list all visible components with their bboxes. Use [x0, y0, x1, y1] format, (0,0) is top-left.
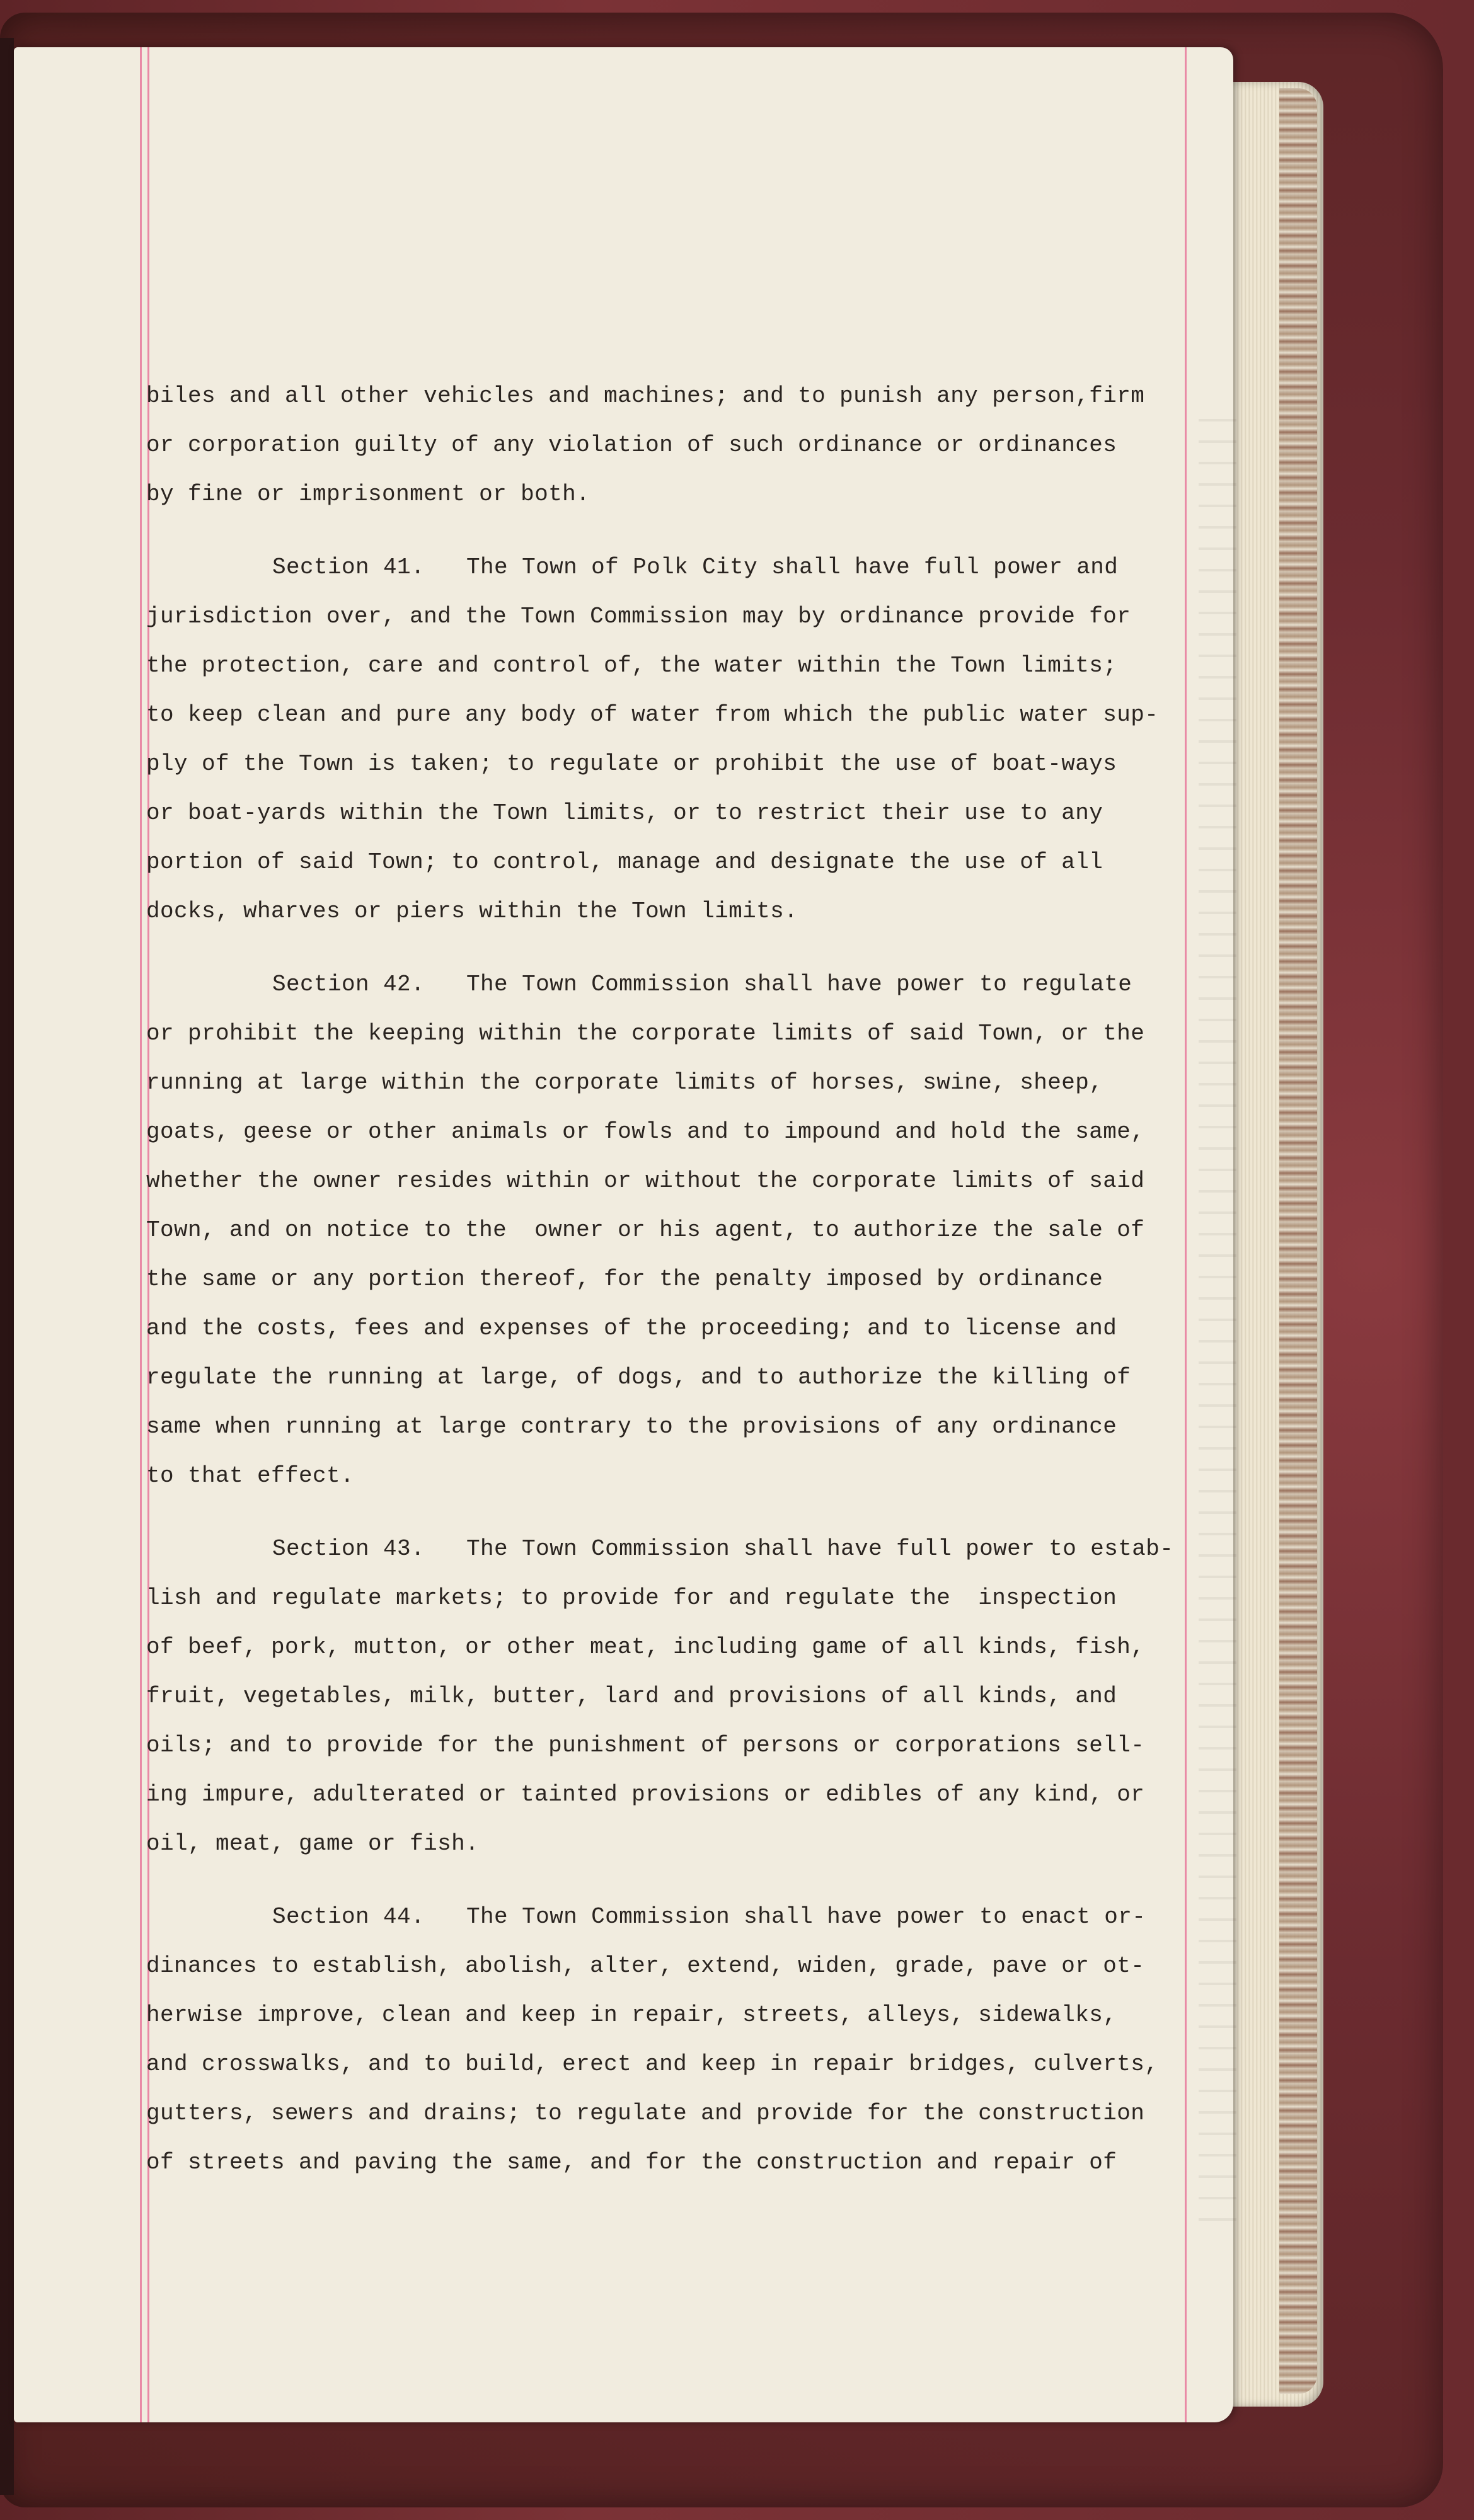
paragraph-gap [146, 1869, 1189, 1893]
text-line: running at large within the corporate limits of horses, swine, sheep, [146, 1070, 1103, 1096]
bleed-through [1199, 400, 1236, 2227]
section-heading-line: Section 44. The Town Commission shall have power to enact or- [272, 1904, 1146, 1930]
text-line: to keep clean and pure any body of water from which the public water sup- [146, 702, 1159, 728]
text-line: and the costs, fees and expenses of the proceeding; and to license and [146, 1315, 1117, 1341]
text-line: oils; and to provide for the punishment of persons or corporations sell- [146, 1732, 1145, 1758]
text-line: the protection, care and control of, the water within the Town limits; [146, 653, 1117, 679]
spine-shadow [0, 38, 14, 2495]
text-line: lish and regulate markets; to provide for and regulate the inspection [146, 1585, 1117, 1611]
marbled-fore-edge [1279, 88, 1317, 2394]
text-line: or boat-yards within the Town limits, or to restrict their use to any [146, 800, 1103, 826]
text-line: docks, wharves or piers within the Town limits. [146, 898, 798, 924]
paragraph-gap [146, 936, 1189, 960]
text-line: the same or any portion thereof, for the penalty imposed by ordinance [146, 1266, 1103, 1292]
text-line: and crosswalks, and to build, erect and keep in repair bridges, culverts, [146, 2051, 1159, 2077]
text-line: to that effect. [146, 1463, 355, 1489]
text-line: herwise improve, clean and keep in repair, streets, alleys, sidewalks, [146, 2002, 1117, 2028]
paragraph-gap [146, 1501, 1189, 1525]
text-line: of streets and paving the same, and for the construction and repair of [146, 2150, 1117, 2175]
text-line: or prohibit the keeping within the corporate limits of said Town, or the [146, 1021, 1145, 1046]
section-heading-line: Section 41. The Town of Polk City shall have full power and [272, 554, 1119, 580]
typed-text-block [146, 372, 1189, 2187]
text-line: by fine or imprisonment or both. [146, 481, 590, 507]
left-margin-rule [140, 47, 142, 2422]
text-line: whether the owner resides within or without the corporate limits of said [146, 1168, 1145, 1194]
text-line: regulate the running at large, of dogs, and to authorize the killing of [146, 1365, 1131, 1390]
text-line: same when running at large contrary to the provisions of any ordinance [146, 1414, 1117, 1440]
text-line: portion of said Town; to control, manage and designate the use of all [146, 849, 1103, 875]
text-line: oil, meat, game or fish. [146, 1831, 480, 1857]
text-line: goats, geese or other animals or fowls and to impound and hold the same, [146, 1119, 1145, 1145]
section-heading-line: Section 42. The Town Commission shall have power to regulate [272, 971, 1132, 997]
text-line: or corporation guilty of any violation of such ordinance or ordinances [146, 432, 1117, 458]
text-line: Town, and on notice to the owner or his agent, to authorize the sale of [146, 1217, 1145, 1243]
text-line: biles and all other vehicles and machines; and to punish any person,firm [146, 383, 1145, 409]
text-line: ing impure, adulterated or tainted provisions or edibles of any kind, or [146, 1782, 1145, 1807]
text-line: jurisdiction over, and the Town Commission may by ordinance provide for [146, 604, 1131, 629]
paragraph-gap [146, 519, 1189, 543]
text-line: dinances to establish, abolish, alter, extend, widen, grade, pave or ot- [146, 1953, 1145, 1979]
text-line: ply of the Town is taken; to regulate or prohibit the use of boat-ways [146, 751, 1117, 777]
text-line: gutters, sewers and drains; to regulate and provide for the construction [146, 2100, 1145, 2126]
text-line: of beef, pork, mutton, or other meat, including game of all kinds, fish, [146, 1634, 1145, 1660]
section-heading-line: Section 43. The Town Commission shall have full power to estab- [272, 1536, 1174, 1562]
text-line: fruit, vegetables, milk, butter, lard and provisions of all kinds, and [146, 1683, 1117, 1709]
